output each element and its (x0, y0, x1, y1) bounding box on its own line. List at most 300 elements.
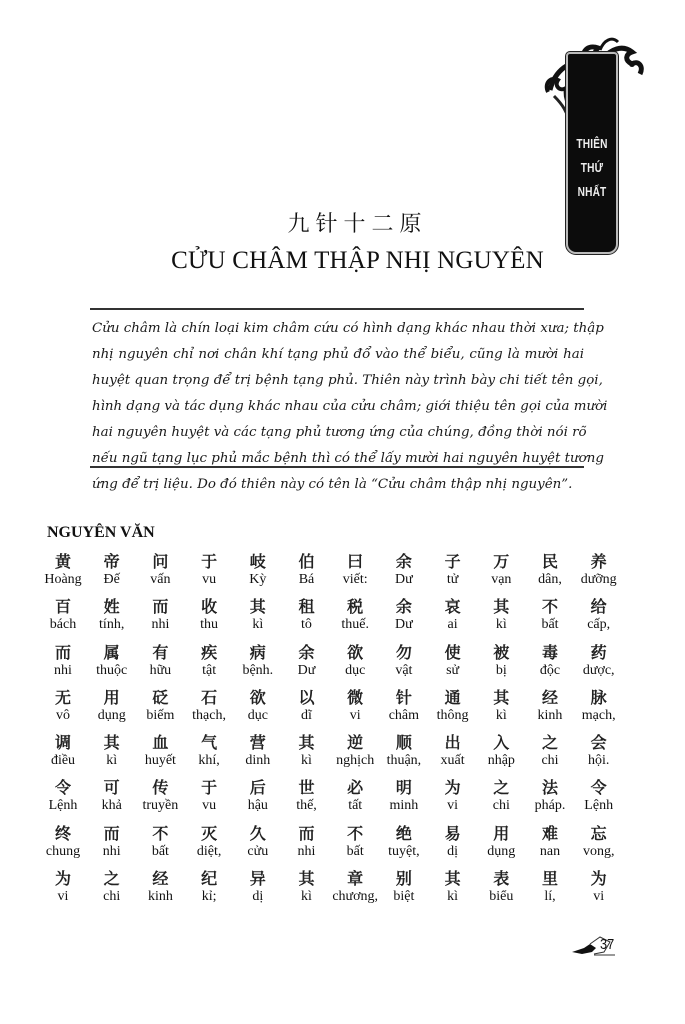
chapter-title-chinese: 九针十二原 (287, 212, 428, 237)
chapter-tab-line: NHẤT (577, 184, 607, 199)
character-cell (574, 552, 624, 588)
character-cell (476, 597, 526, 633)
chinese-character: 疾 (201, 642, 218, 662)
vietnamese-reading: điều (50, 753, 76, 769)
character-cell (379, 733, 429, 769)
chinese-character: 而 (54, 642, 71, 662)
vietnamese-reading: độc (539, 662, 561, 678)
character-cell (428, 824, 478, 860)
character-cell (135, 688, 185, 724)
character-cell (38, 869, 88, 905)
vietnamese-reading: cửu (247, 843, 269, 859)
vietnamese-reading: dục (345, 662, 366, 678)
chinese-character: 表 (493, 869, 510, 889)
original-text-grid (38, 552, 660, 914)
vietnamese-reading: nhập (487, 753, 515, 769)
vietnamese-reading: nhi (151, 617, 170, 633)
chinese-character: 可 (103, 778, 120, 798)
chinese-character: 之 (541, 733, 558, 753)
character-cell (184, 869, 234, 905)
character-cell (379, 643, 429, 679)
chinese-character: 明 (395, 778, 412, 798)
text-row (38, 824, 660, 869)
character-cell (330, 643, 380, 679)
chinese-character: 被 (493, 642, 510, 662)
character-cell (282, 552, 332, 588)
vietnamese-reading: bất (151, 843, 169, 859)
vietnamese-reading: kì (106, 753, 118, 769)
chinese-character: 无 (54, 687, 71, 707)
chinese-character: 帝 (103, 552, 120, 571)
vietnamese-reading: kì (447, 889, 459, 905)
chinese-character: 问 (152, 552, 169, 571)
vietnamese-reading: ai (447, 617, 458, 633)
vietnamese-reading: kì (252, 617, 264, 633)
chinese-character: 余 (298, 642, 315, 662)
vietnamese-reading: tính, (99, 617, 125, 633)
character-cell (525, 552, 575, 588)
character-cell (282, 643, 332, 679)
vietnamese-reading: vong, (582, 843, 615, 859)
character-cell (38, 597, 88, 633)
chinese-character: 令 (590, 778, 607, 798)
vietnamese-reading: chi (492, 798, 510, 814)
character-cell (184, 824, 234, 860)
vietnamese-reading: vu (202, 798, 217, 814)
character-cell (87, 733, 137, 769)
chinese-character: 异 (249, 869, 266, 889)
character-cell (525, 824, 575, 860)
chinese-character: 调 (54, 733, 71, 753)
chinese-character: 其 (493, 687, 510, 707)
character-cell (476, 778, 526, 814)
vietnamese-reading: huyết (144, 753, 176, 769)
vietnamese-reading: nhi (297, 843, 316, 859)
vietnamese-reading: bất (346, 843, 364, 859)
character-cell (476, 643, 526, 679)
chinese-character: 曰 (347, 552, 364, 571)
chinese-character: 针 (395, 687, 412, 707)
character-cell (233, 597, 283, 633)
vietnamese-reading: Dư (297, 662, 316, 678)
chinese-character: 税 (347, 597, 364, 617)
vietnamese-reading: Bá (298, 572, 315, 587)
character-cell (525, 733, 575, 769)
character-cell (282, 597, 332, 633)
chinese-character: 黄 (54, 552, 71, 571)
vietnamese-reading: dược, (582, 662, 615, 678)
character-cell (525, 869, 575, 905)
character-cell (525, 778, 575, 814)
character-cell (233, 869, 283, 905)
vietnamese-reading: vi (57, 889, 69, 905)
vietnamese-reading: Dư (395, 572, 413, 587)
character-cell (87, 597, 137, 633)
vietnamese-reading: dân, (538, 572, 562, 587)
chinese-character: 其 (444, 869, 461, 889)
page-number: 37 (600, 936, 615, 953)
chinese-character: 余 (395, 552, 412, 571)
vietnamese-reading: vật (395, 662, 413, 678)
vietnamese-reading: Lệnh (48, 798, 78, 814)
character-cell (574, 778, 624, 814)
chapter-title-vietnamese: CỬU CHÂM THẬP NHỊ NGUYÊN (171, 247, 544, 274)
vietnamese-reading: vi (593, 889, 605, 905)
vietnamese-reading: nhi (54, 662, 72, 678)
vietnamese-reading: biếm (146, 707, 175, 723)
vietnamese-reading: hậu (247, 798, 268, 814)
chinese-character: 世 (298, 778, 315, 798)
vietnamese-reading: xuất (440, 753, 465, 769)
divider-bottom (90, 466, 584, 468)
vietnamese-reading: Đế (103, 572, 120, 587)
chinese-character: 别 (395, 869, 412, 889)
character-cell (379, 552, 429, 588)
character-cell (38, 824, 88, 860)
chinese-character: 令 (54, 778, 71, 798)
vietnamese-reading: dị (447, 843, 459, 859)
character-cell (428, 688, 478, 724)
character-cell (379, 778, 429, 814)
vietnamese-reading: hội. (587, 753, 610, 769)
character-cell (330, 597, 380, 633)
chapter-tab-line: THỨ (580, 160, 604, 175)
intro-line: nhị nguyên chỉ nơi chân khí tạng phủ đổ vào thể biểu, cũng là mười hai (92, 347, 584, 362)
chinese-character: 租 (298, 597, 315, 617)
character-cell (135, 552, 185, 588)
chinese-character: 不 (347, 823, 364, 843)
vietnamese-reading: kinh (147, 889, 173, 905)
chapter-introduction (92, 316, 608, 498)
chinese-character: 欲 (347, 642, 364, 662)
vietnamese-reading: vi (447, 798, 459, 814)
vietnamese-reading: biểu (489, 889, 514, 905)
chinese-character: 余 (395, 597, 412, 617)
vietnamese-reading: dụng (97, 707, 126, 723)
character-cell (233, 733, 283, 769)
chinese-character: 伯 (298, 552, 315, 571)
text-row (38, 643, 660, 688)
chinese-character: 里 (541, 869, 558, 889)
character-cell (525, 643, 575, 679)
character-cell (233, 552, 283, 588)
chinese-character: 石 (201, 687, 218, 707)
chinese-character: 不 (541, 597, 558, 617)
character-cell (87, 643, 137, 679)
vietnamese-reading: bị (495, 662, 507, 678)
vietnamese-reading: khí, (198, 753, 220, 769)
vietnamese-reading: kì (301, 753, 312, 769)
vietnamese-reading: khả (101, 798, 122, 814)
intro-line: hai nguyên huyệt và các tạng phủ tương ứng của chúng, đồng thời nói rõ (92, 425, 587, 440)
chinese-character: 使 (444, 642, 461, 662)
text-row (38, 597, 660, 642)
vietnamese-reading: kì (301, 889, 312, 905)
text-row (38, 778, 660, 823)
text-row (38, 869, 660, 914)
character-cell (428, 552, 478, 588)
vietnamese-reading: kì (495, 617, 507, 633)
chinese-character: 收 (201, 597, 218, 617)
text-row (38, 733, 660, 778)
chinese-character: 纪 (201, 869, 218, 889)
character-cell (476, 552, 526, 588)
character-cell (428, 869, 478, 905)
chinese-character: 营 (249, 733, 266, 753)
vietnamese-reading: dụng (487, 843, 516, 859)
chinese-character: 入 (493, 733, 510, 753)
chinese-character: 子 (444, 552, 461, 571)
chinese-character: 于 (201, 552, 218, 571)
chinese-character: 砭 (152, 687, 169, 707)
chinese-character: 其 (493, 597, 510, 617)
vietnamese-reading: sử (446, 662, 460, 678)
character-cell (38, 552, 88, 588)
vietnamese-reading: viết: (342, 572, 368, 587)
chinese-character: 经 (541, 687, 558, 707)
chinese-character: 为 (444, 778, 461, 798)
chinese-character: 百 (54, 597, 71, 617)
character-cell (574, 824, 624, 860)
chinese-character: 勿 (395, 642, 412, 662)
vietnamese-reading: chi (103, 889, 121, 905)
character-cell (135, 778, 185, 814)
vietnamese-reading: Lệnh (584, 798, 614, 814)
vietnamese-reading: cấp, (587, 617, 611, 633)
chinese-character: 绝 (395, 823, 412, 843)
chinese-character: 会 (590, 733, 607, 753)
vietnamese-reading: thuộc (96, 662, 128, 678)
vietnamese-reading: nghịch (336, 753, 375, 769)
vietnamese-reading: dị (252, 889, 264, 905)
character-cell (87, 824, 137, 860)
chinese-character: 为 (590, 869, 607, 889)
vietnamese-reading: kì (495, 707, 507, 723)
character-cell (233, 824, 283, 860)
chinese-character: 用 (103, 687, 120, 707)
vietnamese-reading: tô (301, 617, 312, 633)
character-cell (38, 733, 88, 769)
chinese-character: 其 (103, 733, 120, 753)
intro-line: ứng để trị liệu. Do đó thiên này có tên là “Cửu châm thập nhị nguyên”. (92, 477, 573, 492)
vietnamese-reading: bách (49, 617, 77, 633)
chinese-character: 章 (347, 869, 364, 889)
vietnamese-reading: tật (202, 662, 217, 678)
vietnamese-reading: chung (45, 843, 81, 859)
chinese-character: 民 (541, 552, 558, 571)
divider-top (90, 308, 584, 310)
chinese-character: 其 (298, 869, 315, 889)
chinese-character: 灭 (201, 823, 218, 843)
vietnamese-reading: mạch, (581, 707, 616, 723)
character-cell (282, 869, 332, 905)
vietnamese-reading: thuận, (386, 753, 422, 769)
character-cell (282, 733, 332, 769)
vietnamese-reading: biệt (393, 889, 415, 905)
character-cell (184, 552, 234, 588)
character-cell (233, 778, 283, 814)
chinese-character: 微 (347, 687, 364, 707)
character-cell (87, 869, 137, 905)
chinese-character: 出 (444, 733, 461, 753)
character-cell (330, 733, 380, 769)
character-cell (330, 869, 380, 905)
character-cell (135, 824, 185, 860)
chinese-character: 后 (249, 778, 266, 798)
chinese-character: 病 (249, 642, 266, 662)
vietnamese-reading: pháp. (534, 798, 566, 814)
chinese-character: 于 (201, 778, 218, 798)
vietnamese-reading: dinh (245, 753, 271, 769)
intro-line: hình dạng và tác dụng khác nhau của cửu châm; giới thiệu tên gọi của mười (92, 399, 608, 414)
vietnamese-reading: nhi (102, 843, 121, 859)
character-cell (525, 688, 575, 724)
vietnamese-reading: thuế. (341, 617, 369, 633)
character-cell (184, 597, 234, 633)
vietnamese-reading: Hoàng (44, 572, 82, 587)
vietnamese-reading: vấn (150, 572, 171, 587)
character-cell (525, 597, 575, 633)
character-cell (428, 778, 478, 814)
character-cell (379, 597, 429, 633)
chinese-character: 欲 (249, 687, 266, 707)
character-cell (38, 778, 88, 814)
chinese-character: 其 (298, 733, 315, 753)
chinese-character: 哀 (444, 597, 461, 617)
character-cell (87, 778, 137, 814)
character-cell (135, 597, 185, 633)
character-cell (282, 688, 332, 724)
character-cell (574, 869, 624, 905)
chinese-character: 逆 (347, 733, 364, 753)
vietnamese-reading: châm (388, 707, 420, 723)
chinese-character: 毒 (541, 642, 558, 662)
chinese-character: 养 (590, 552, 607, 571)
character-cell (135, 733, 185, 769)
chinese-character: 必 (347, 778, 364, 798)
chinese-character: 难 (541, 823, 558, 843)
character-cell (574, 688, 624, 724)
vietnamese-reading: vô (56, 707, 70, 723)
text-row (38, 552, 660, 597)
chinese-character: 终 (54, 823, 71, 843)
character-cell (379, 824, 429, 860)
character-cell (476, 869, 526, 905)
vietnamese-reading: vu (202, 572, 217, 587)
character-cell (282, 824, 332, 860)
vietnamese-reading: thu (200, 617, 219, 633)
vietnamese-reading: dĩ (301, 707, 312, 723)
vietnamese-reading: bất (541, 617, 559, 633)
vietnamese-reading: dục (247, 707, 268, 723)
vietnamese-reading: chương, (332, 889, 379, 905)
vietnamese-reading: Dư (395, 617, 413, 633)
chapter-tab-line: THIÊN (576, 136, 608, 151)
vietnamese-reading: tuyệt, (388, 843, 420, 859)
chinese-character: 有 (152, 642, 169, 662)
character-cell (330, 552, 380, 588)
vietnamese-reading: tử (446, 572, 459, 587)
vietnamese-reading: Kỳ (249, 572, 267, 587)
character-cell (476, 824, 526, 860)
character-cell (233, 643, 283, 679)
vietnamese-reading: diệt, (196, 843, 222, 859)
character-cell (135, 643, 185, 679)
vietnamese-reading: chi (541, 753, 559, 769)
character-cell (574, 597, 624, 633)
vietnamese-reading: minh (389, 798, 419, 814)
chinese-character: 气 (201, 733, 218, 753)
chinese-character: 不 (152, 823, 169, 843)
chinese-character: 易 (444, 823, 461, 843)
chinese-character: 经 (152, 869, 169, 889)
character-cell (379, 688, 429, 724)
chinese-character: 血 (152, 733, 169, 753)
vietnamese-reading: thạch, (192, 707, 226, 723)
chinese-character: 其 (249, 597, 266, 617)
chinese-character: 以 (298, 687, 315, 707)
chinese-character: 通 (444, 687, 461, 707)
character-cell (428, 733, 478, 769)
section-heading: NGUYÊN VĂN (47, 524, 155, 541)
chinese-character: 岐 (249, 552, 266, 571)
chinese-character: 脉 (590, 687, 607, 707)
vietnamese-reading: lí, (544, 889, 556, 905)
character-cell (184, 688, 234, 724)
character-cell (574, 733, 624, 769)
vietnamese-reading: tất (348, 798, 363, 814)
intro-line: nếu ngũ tạng lục phủ mắc bệnh thì có thể lấy mười hai nguyên huyệt tương (92, 451, 604, 466)
intro-line: Cửu châm là chín loại kim châm cứu có hình dạng khác nhau thời xưa; thập (92, 321, 604, 336)
chinese-character: 而 (298, 823, 315, 843)
character-cell (574, 643, 624, 679)
vietnamese-reading: kỉ; (201, 889, 217, 905)
vietnamese-reading: hữu (149, 662, 172, 678)
chinese-character: 给 (590, 597, 607, 617)
character-cell (38, 643, 88, 679)
chinese-character: 药 (590, 642, 607, 662)
vietnamese-reading: dưỡng (580, 572, 617, 587)
chinese-character: 万 (493, 552, 510, 571)
character-cell (476, 733, 526, 769)
chapter-tab-label (572, 132, 613, 204)
character-cell (428, 597, 478, 633)
chinese-character: 顺 (395, 733, 412, 753)
chinese-character: 用 (493, 823, 510, 843)
vietnamese-reading: nan (539, 843, 561, 859)
chinese-character: 姓 (103, 597, 120, 617)
text-row (38, 688, 660, 733)
vietnamese-reading: truyền (142, 798, 179, 814)
chinese-character: 属 (103, 642, 120, 662)
chinese-character: 忘 (590, 823, 607, 843)
character-cell (282, 778, 332, 814)
chinese-character: 之 (493, 778, 510, 798)
vietnamese-reading: thế, (296, 798, 317, 814)
character-cell (87, 552, 137, 588)
chinese-character: 为 (54, 869, 71, 889)
vietnamese-reading: kinh (537, 707, 563, 723)
character-cell (330, 688, 380, 724)
character-cell (476, 688, 526, 724)
character-cell (330, 778, 380, 814)
character-cell (87, 688, 137, 724)
character-cell (135, 869, 185, 905)
vietnamese-reading: bệnh. (242, 662, 274, 678)
character-cell (379, 869, 429, 905)
character-cell (184, 778, 234, 814)
vietnamese-reading: vi (349, 707, 361, 723)
